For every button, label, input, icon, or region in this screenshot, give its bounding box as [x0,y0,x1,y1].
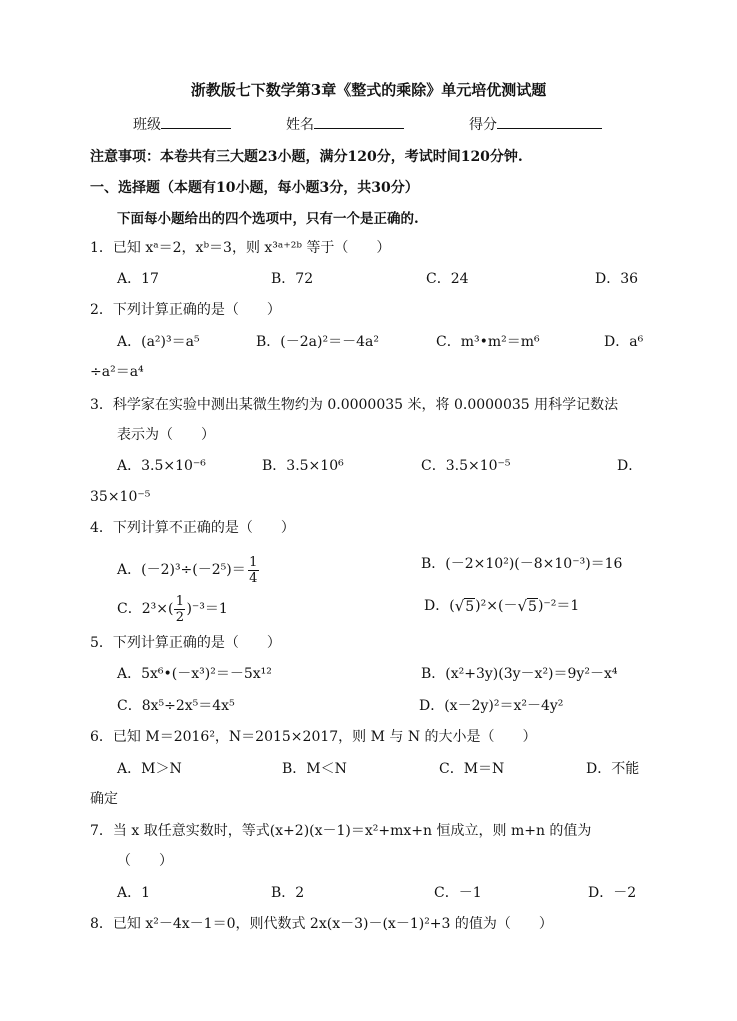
q4-option-b: B．(－2×10²)(－8×10⁻³)＝16 [421,556,623,572]
name-field [286,114,404,135]
q4-d-post: )⁻²＝1 [537,598,580,614]
score-field [469,114,602,135]
sqrt-icon: √ 5 [517,597,537,615]
sqrt-icon: √ 5 [454,597,475,615]
notice: 注意事项：本卷共有三大题23小题，满分120分，考试时间120分钟. [90,149,523,165]
q7-option-a: A．1 [117,885,151,901]
q6-option-d-line2: 确定 [90,791,118,807]
q6-option-d-line1: D．不能 [586,761,640,777]
q1-option-a: A．17 [117,271,159,287]
q4-d-radicand-2: 5 [528,598,537,615]
q2-option-d-line2: ÷a²＝a⁴ [90,364,144,380]
q2-option-d-line1: D．a⁶ [604,334,644,350]
q6-option-b: B．M＜N [282,761,347,777]
q4-a-numerator: 1 [249,554,258,570]
q6-option-c: C．M＝N [439,761,505,777]
q4-d-radicand-1: 5 [465,598,475,615]
q3-stem-line2: 表示为（ ） [117,427,215,443]
q4-c-numerator: 1 [175,593,185,609]
q7-option-d: D．－2 [588,885,637,901]
q4-c-fraction [174,594,185,625]
q1-option-b: B．72 [271,271,314,287]
q2-option-c: C．m³•m²＝m⁶ [436,334,540,350]
q6-stem: 6．已知 M＝2016²，N＝2015×2017，则 M 与 N 的大小是（ ） [90,729,537,745]
q3-option-a: A．3.5×10⁻⁶ [117,458,206,474]
q7-option-b: B．2 [271,885,305,901]
q4-c-pre: C．2³×( [117,601,174,617]
q2-stem: 2．下列计算正确的是（ ） [90,302,281,318]
q4-a-lhs: A．(－2)³÷(－2⁵)＝ [117,562,246,578]
q2-option-a: A．(a²)³＝a⁵ [117,334,200,350]
q4-stem: 4．下列计算不正确的是（ ） [90,520,295,536]
class-label: 班级 [133,117,161,133]
q6-option-a: A．M＞N [117,761,182,777]
q3-option-d-line1: D． [617,458,643,474]
q5-option-d: D．(x－2y)²＝x²－4y² [419,698,564,714]
q3-option-c: C．3.5×10⁻⁵ [421,458,511,474]
q4-a-denominator: 4 [249,570,258,586]
q4-d-mid: )²×(－ [475,598,518,614]
q4-a-fraction [248,555,259,586]
q4-option-c [117,591,228,627]
q2-option-b: B．(－2a)²＝－4a² [256,334,379,350]
q3-stem-line1: 3．科学家在实验中测出某微生物约为 0.0000035 米，将 0.0000035 用科学记数法 [90,397,619,413]
name-blank [314,114,404,129]
class-field [133,114,231,135]
q1-option-d: D．36 [595,271,639,287]
section1-heading: 一、选择题（本题有10小题，每小题3分，共30分） [90,180,419,196]
q1-option-c: C．24 [426,271,469,287]
page-title: 浙教版七下数学第3章《整式的乘除》单元培优测试题 [190,81,547,99]
q4-option-a [117,552,259,588]
q4-c-post: )⁻³＝1 [186,601,228,617]
q3-option-d-line2: 35×10⁻⁵ [90,489,151,505]
q8-stem: 8．已知 x²－4x－1＝0，则代数式 2x(x－3)－(x－1)²+3 的值为（ ） [90,916,553,932]
q5-option-a: A．5x⁶•(－x³)²＝－5x¹² [117,666,272,682]
q1-stem: 1．已知 xᵃ＝2，xᵇ＝3，则 x³ᵃ⁺²ᵇ 等于（ ） [90,240,391,256]
q4-c-denominator: 2 [175,609,185,625]
q4-option-d [424,596,579,616]
score-label: 得分 [469,117,497,133]
q5-option-b: B．(x²+3y)(3y－x²)＝9y²－x⁴ [421,666,618,682]
class-blank [161,114,231,129]
q3-option-b: B．3.5×10⁶ [262,458,344,474]
name-label: 姓名 [286,117,314,133]
score-blank [497,114,602,129]
q5-option-c: C．8x⁵÷2x⁵＝4x⁵ [117,698,235,714]
q7-option-c: C．－1 [434,885,482,901]
q4-d-pre: D．( [424,598,455,614]
q7-stem-line1: 7．当 x 取任意实数时，等式(x+2)(x－1)＝x²+mx+n 恒成立，则 m+n 的值为 [90,823,592,839]
section1-instruction: 下面每小题给出的四个选项中，只有一个是正确的. [117,211,419,227]
q5-stem: 5．下列计算正确的是（ ） [90,635,281,651]
q7-stem-line2: （ ） [117,853,173,869]
